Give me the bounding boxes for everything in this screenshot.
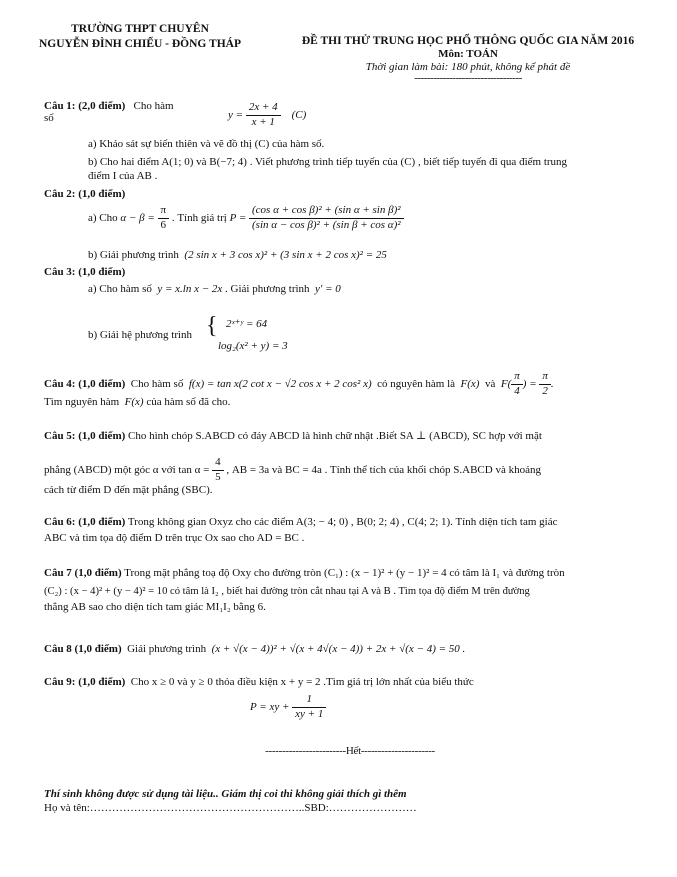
q4-line2-eq: F(x)	[124, 396, 144, 408]
q2-P-den: (sin α − cos β)² + (sin β + cos α)²	[252, 218, 401, 231]
q3-system-brace: {	[206, 313, 218, 339]
q2-P: P =	[229, 211, 247, 224]
q2-part-a-prefix: a) Cho	[88, 211, 118, 224]
q4-text1: Cho hàm số	[130, 377, 184, 390]
q4-eq3-equals: =	[529, 377, 537, 390]
q7-line2: (C₂) : (x − 4)² + (y − 4)² = 10 có tâm là I₂ , biết hai đường tròn cắt nhau tại A và B . Tìm tọa độ điểm M trên đường	[44, 586, 530, 597]
header-dash-line: ----------------------------------	[414, 72, 522, 84]
q5-tan-fraction	[212, 456, 224, 485]
q2-part-a-mid: . Tính giá trị	[171, 211, 227, 224]
q9-frac-num: 1	[292, 693, 326, 708]
time-note: Thời gian làm bài: 180 phút, không kể phát đề	[365, 61, 571, 73]
q3-part-a-eq2: y′ = 0	[315, 283, 341, 295]
q7-line1-text: Trong mặt phẳng toạ độ Oxy cho đường tròn (C₁) : (x − 1)² + (y − 1)² = 4 có tâm là I₁ và đường tròn	[124, 567, 565, 579]
end-line: ------------------------Hết----------------------	[265, 745, 435, 757]
q4-line1	[44, 370, 554, 399]
q1-label: Câu 1: (2,0 điểm)	[44, 100, 126, 112]
q4-line2	[44, 396, 230, 410]
footer-name-line: Họ và tên:…………………………………………………..SBD:……………………	[44, 802, 417, 814]
q9-fraction	[292, 693, 326, 722]
footer-note: Thí sinh không được sử dụng tài liệu.. Giám thị coi thi không giải thích gì thêm	[44, 788, 407, 800]
q7-line3: thẳng AB sao cho diện tích tam giác MI₁I₂ bằng 6.	[44, 601, 266, 613]
q8-eq: (x + √(x − 4))² + √(x + 4√(x − 4)) + 2x + √(x − 4) = 50 .	[211, 643, 466, 655]
q9-label: Câu 9: (1,0 điểm)	[44, 676, 126, 688]
q4-eq2: F(x)	[460, 377, 480, 390]
q2-pi-over-6	[158, 204, 170, 233]
q3-system-eq1: 2ˣ⁺ʸ = 64	[226, 318, 268, 330]
q4-eq3-rnum: π	[539, 370, 551, 385]
q9-frac-den: xy + 1	[295, 707, 324, 720]
q4-eq1: f(x) = tan x(2 cot x − √2 cos x + 2 cos² x)	[188, 377, 372, 390]
q2-part-b-text: b) Giải phương trình	[88, 249, 179, 261]
q5-line2-a: phẳng (ABCD) một góc α với tan α =	[44, 463, 210, 476]
q2-part-a	[88, 204, 404, 233]
q7-label: Câu 7 (1,0 điểm)	[44, 567, 122, 579]
q2-part-a-cond: α − β =	[120, 211, 155, 224]
q7-line1	[44, 567, 565, 581]
q5-line1	[44, 430, 542, 444]
q4-eq3-rden: 2	[542, 384, 548, 397]
q8-line	[44, 643, 465, 657]
q9-text: Cho x ≥ 0 và y ≥ 0 thỏa điều kiện x + y = 2 .Tìm giá trị lớn nhất của biểu thức	[130, 676, 474, 688]
q6-line2: ABC và tìm tọa độ điểm D trên trục Ox sao cho AD = BC .	[44, 532, 305, 544]
q5-line2-b: , AB = 3a và BC = 4a . Tính thể tích của khối chóp S.ABCD và khoảng	[226, 463, 541, 476]
q1-part-b-line1: b) Cho hai điểm A(1; 0) và B(−7; 4) . Viết phương trình tiếp tuyến của (C) , biết tiếp tuyến đi qua điểm trung	[88, 156, 568, 168]
q1-part-a: a) Khảo sát sự biến thiên và vẽ đồ thị (C) của hàm số.	[88, 138, 325, 150]
q5-line1-text: Cho hình chóp S.ABCD có đáy ABCD là hình chữ nhật .Biết SA ⊥ (ABCD), SC hợp với mặt	[128, 430, 542, 442]
q4-eq3-num: π	[511, 370, 523, 385]
q2-P-fraction	[249, 204, 404, 233]
q4-eq3-F: F	[500, 377, 508, 390]
q4-text2: có nguyên hàm là	[377, 377, 456, 390]
school-name-line2: NGUYỄN ĐÌNH CHIỂU - ĐỒNG THÁP	[38, 38, 241, 50]
q1-func-den: x + 1	[251, 115, 275, 128]
q5-label: Câu 5: (1,0 điểm)	[44, 430, 126, 442]
q1-func-fraction	[246, 101, 281, 130]
q1-function	[228, 101, 306, 130]
q2-frac-den: 6	[160, 218, 167, 231]
q8-label: Câu 8 (1,0 điểm)	[44, 643, 122, 655]
q1-text-a: Cho hàm	[133, 100, 174, 112]
q3-part-b: b) Giải hệ phương trình	[88, 329, 193, 341]
q3-part-a-text: a) Cho hàm số	[88, 283, 152, 295]
q3-part-a-eq: y = x.ln x − 2x	[157, 283, 223, 295]
q4-label: Câu 4: (1,0 điểm)	[44, 377, 126, 390]
q4-pi-over-2	[539, 370, 551, 399]
q6-line1-text: Trong không gian Oxyz cho các điểm A(3; − 4; 0) , B(0; 2; 4) , C(4; 2; 1). Tính diện tích tam giác	[127, 516, 558, 528]
q5-frac-den: 5	[215, 470, 221, 483]
q3-system-eq2: log₂(x² + y) = 3	[218, 340, 288, 352]
q2-label: Câu 2: (1,0 điểm)	[44, 188, 126, 200]
q9-line	[44, 676, 474, 690]
q6-label: Câu 6: (1,0 điểm)	[44, 516, 126, 528]
q6-line1	[44, 516, 557, 530]
q5-line3: cách từ điểm D đến mặt phẳng (SBC).	[44, 484, 213, 496]
q1-part-b-line2: điểm I của AB .	[88, 170, 158, 182]
q2-part-b	[88, 249, 387, 263]
q5-line2	[44, 456, 541, 485]
q1-block	[44, 100, 174, 114]
q4-eq3: F( $\frac{\pi}{4}$ ) = $\frac{\pi}{2}$ .	[500, 370, 554, 397]
q4-eq3-den: 4	[514, 384, 520, 397]
q2-part-b-eq: (2 sin x + 3 cos x)² + (3 sin x + 2 cos x)² = 25	[184, 249, 387, 261]
q3-part-a	[88, 283, 341, 297]
q4-text3: và	[484, 377, 496, 390]
q9-P: P = xy +	[250, 700, 290, 713]
q3-part-a-tail: . Giải phương trình	[225, 283, 310, 295]
q9-expression	[250, 693, 326, 722]
q4-line2-a: Tìm nguyên hàm	[44, 396, 120, 408]
q1-func-lhs: y =	[228, 108, 244, 121]
q4-pi-over-4	[511, 370, 523, 399]
q1-func-tag: (C)	[291, 108, 307, 121]
school-name-line1: TRƯỜNG THPT CHUYÊN	[71, 23, 209, 35]
subject: Môn: TOÁN	[438, 48, 498, 60]
exam-title: ĐỀ THI THỬ TRUNG HỌC PHỔ THÔNG QUỐC GIA NĂM 2016	[301, 35, 635, 47]
q5-frac-num: 4	[212, 456, 224, 471]
q1-func-num: 2x + 4	[246, 101, 281, 116]
q1-text-b: số	[44, 112, 54, 124]
q8-text: Giải phương trình	[127, 643, 207, 655]
q2-frac-num: π	[158, 204, 170, 219]
q4-line2-b: của hàm số đã cho.	[146, 396, 231, 408]
q3-label: Câu 3: (1,0 điểm)	[44, 266, 126, 278]
q2-P-num: (cos α + cos β)² + (sin α + sin β)²	[249, 204, 404, 219]
